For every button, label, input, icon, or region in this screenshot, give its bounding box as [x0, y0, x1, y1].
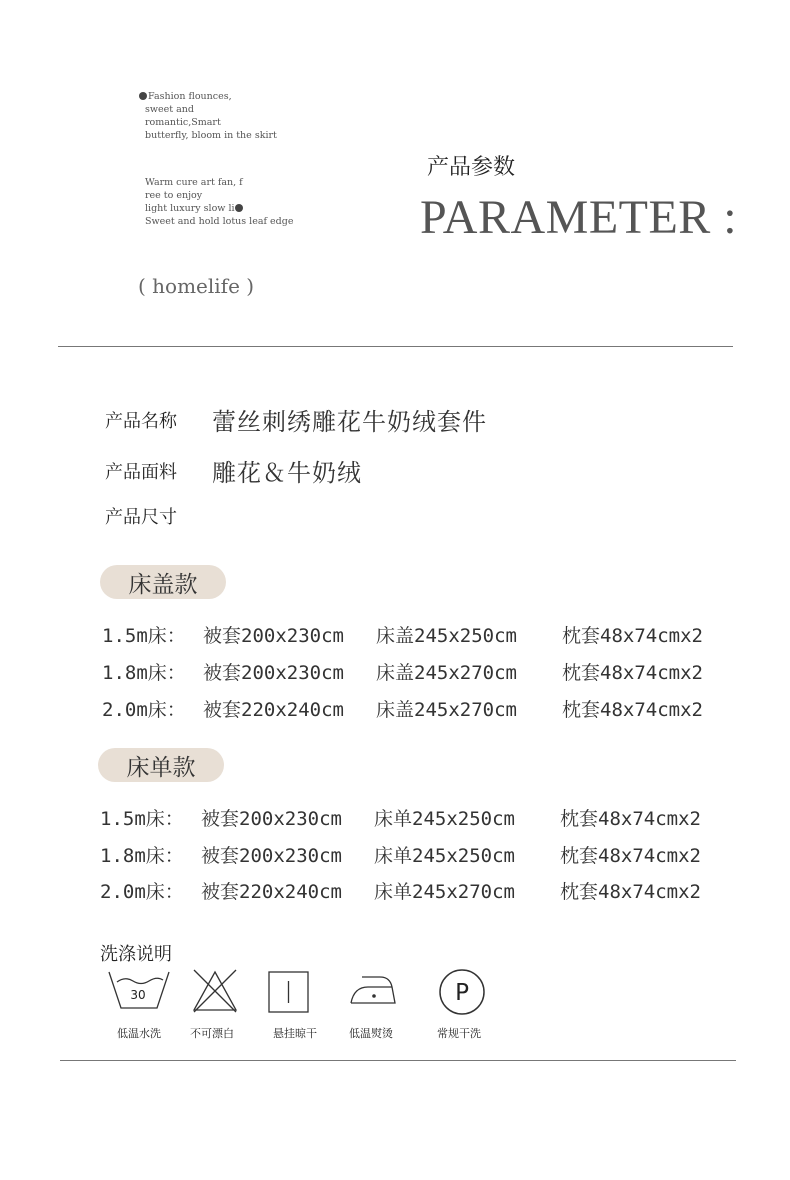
- iron-icon: [348, 972, 398, 1008]
- product-material-row: [105, 453, 362, 488]
- product-name-value: 蕾丝刺绣雕花牛奶绒套件: [212, 408, 487, 436]
- tagline-block-1: Fashion flounces, sweet and romantic,Smart butterfly, bloom in the skirt: [145, 90, 277, 142]
- product-size-row: [105, 503, 212, 529]
- care-title: 洗涤说明: [100, 944, 172, 965]
- dry-clean-icon: [438, 968, 486, 1016]
- wash-tub-icon: [107, 968, 171, 1012]
- divider-bottom: [60, 1060, 736, 1061]
- bullet-dot-icon: [235, 204, 243, 212]
- divider-top: [58, 346, 733, 347]
- section-bedspread-badge: 床盖款: [100, 565, 226, 599]
- no-bleach-icon: [190, 968, 240, 1014]
- product-name-label: 产品名称: [105, 410, 177, 432]
- parameter-title-cn: 产品参数: [427, 155, 516, 180]
- product-size-label: 产品尺寸: [105, 507, 177, 528]
- tagline-block-2: Warm cure art fan, f ree to enjoy light luxury slow li Sweet and hold lotus leaf edge: [145, 177, 294, 227]
- product-name-row: [105, 402, 487, 437]
- product-material-value: 雕花＆牛奶绒: [212, 459, 362, 487]
- parameter-title-en: PARAMETER :: [420, 191, 738, 244]
- care-label: 低温水洗: [117, 1027, 161, 1040]
- care-label: 低温熨烫: [349, 1027, 393, 1040]
- product-material-label: 产品面料: [105, 461, 177, 483]
- care-label: 常规干洗: [437, 1027, 481, 1040]
- wash-temperature: 30: [130, 988, 146, 1002]
- bullet-dot-icon: [139, 92, 147, 100]
- care-label: 不可漂白: [190, 1027, 234, 1040]
- homelife-caption: ( homelife ): [138, 274, 255, 298]
- line-dry-icon: [268, 971, 310, 1015]
- dry-clean-symbol: P: [455, 980, 469, 1006]
- section-sheet-badge: 床单款: [98, 748, 224, 782]
- care-label: 悬挂晾干: [273, 1027, 317, 1040]
